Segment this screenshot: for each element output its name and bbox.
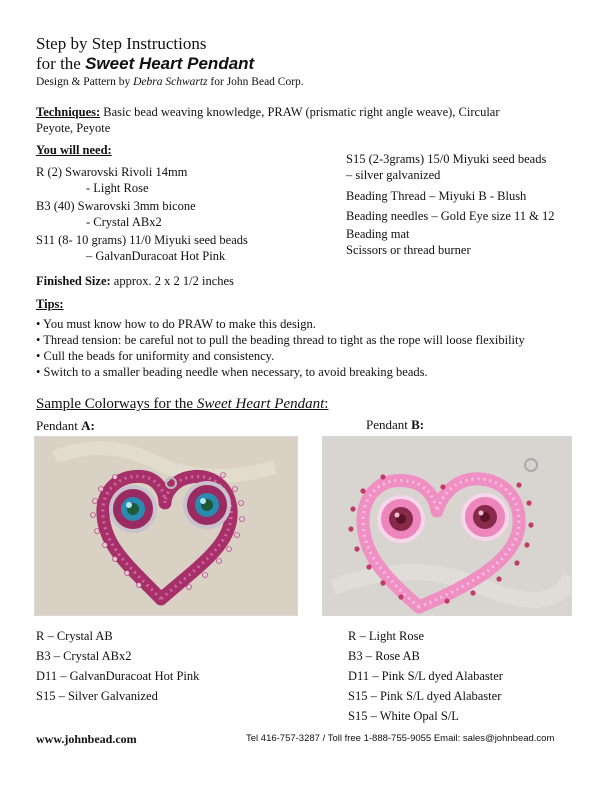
title-line-1: Step by Step Instructions [36,34,207,53]
need-item: – GalvanDuracoat Hot Pink [86,249,226,263]
footer-contact: Tel 416-757-3287 / Toll free 1-888-755-9055 Email: sales@johnbead.com [246,733,555,744]
page-title [36,34,206,54]
need-item: Scissors or thread burner [346,243,471,257]
title-emphasis: Sweet Heart Pendant [85,54,255,73]
tips-heading: Tips: [36,297,64,311]
pendant-a-text: Pendant [36,418,82,433]
credit-prefix: Design & Pattern by [36,76,134,88]
finished-size-value: approx. 2 x 2 1/2 inches [110,274,234,288]
pendant-a-list-item: R – Crystal AB [36,629,113,643]
techniques-label: Techniques: [36,105,101,119]
pendant-b-letter: B: [411,417,425,432]
tip-item: • Cull the beads for uniformity and consistency. [36,349,275,363]
pendant-a-label [36,417,95,434]
tip-item: • You must know how to do PRAW to make this design. [36,317,316,331]
finished-size [36,273,234,290]
footer-website-link[interactable]: www.johnbead.com [36,732,137,746]
need-item: - Light Rose [86,181,149,195]
need-item: S11 (8- 10 grams) 11/0 Miyuki seed beads [36,233,248,247]
pendant-b-list-item: D11 – Pink S/L dyed Alabaster [348,669,503,683]
need-item: B3 (40) Swarovski 3mm bicone [36,199,196,213]
needs-heading: You will need: [36,143,112,157]
credit-suffix: for John Bead Corp. [207,76,304,88]
pendant-b-photo [322,436,572,616]
credit-designer: Debra Schwartz [133,76,208,88]
colorways-heading [36,396,328,413]
techniques-line-2 [36,120,110,137]
pendant-b-list-item: B3 – Rose AB [348,649,420,663]
colorways-emphasis: Sweet Heart Pendant [196,396,325,412]
techniques-text-1: Basic bead weaving knowledge, PRAW (prismatic right angle weave), Circular [100,105,500,119]
pendant-a-letter: A: [81,418,95,433]
pendant-b-label [366,416,424,433]
colorways-suffix: : [324,396,329,412]
techniques-text-2: Peyote, Peyote [36,121,111,135]
title-prefix: for the [36,54,86,73]
colorways-prefix: Sample Colorways for the [36,396,197,412]
pendant-b-image [323,437,571,615]
need-item: – silver galvanized [346,168,441,182]
pendant-a-list-item: B3 – Crystal ABx2 [36,649,132,663]
credit-line [36,76,304,88]
pendant-a-list-item: D11 – GalvanDuracoat Hot Pink [36,669,200,683]
pendant-b-list-item: S15 – White Opal S/L [348,709,459,723]
pendant-b-list-item: S15 – Pink S/L dyed Alabaster [348,689,502,703]
pendant-a-photo [34,436,298,616]
need-item: R (2) Swarovski Rivoli 14mm [36,165,188,179]
tip-item: • Switch to a smaller beading needle when necessary, to avoid breaking beads. [36,365,428,379]
pendant-a-list-item: S15 – Silver Galvanized [36,689,158,703]
need-item: Beading needles – Gold Eye size 11 & 12 [346,209,555,223]
finished-size-label: Finished Size: [36,274,111,288]
need-item: - Crystal ABx2 [86,215,162,229]
pendant-a-image [35,437,297,615]
pendant-b-text: Pendant [366,417,412,432]
pendant-b-list-item: R – Light Rose [348,629,425,643]
page-subtitle [36,54,254,74]
need-item: Beading mat [346,227,410,241]
need-item: S15 (2-3grams) 15/0 Miyuki seed beads [346,152,547,166]
techniques-line-1 [36,104,500,121]
need-item: Beading Thread – Miyuki B - Blush [346,189,527,203]
tip-item: • Thread tension: be careful not to pull the beading thread to tight as the rope will loose flexibility [36,333,525,347]
